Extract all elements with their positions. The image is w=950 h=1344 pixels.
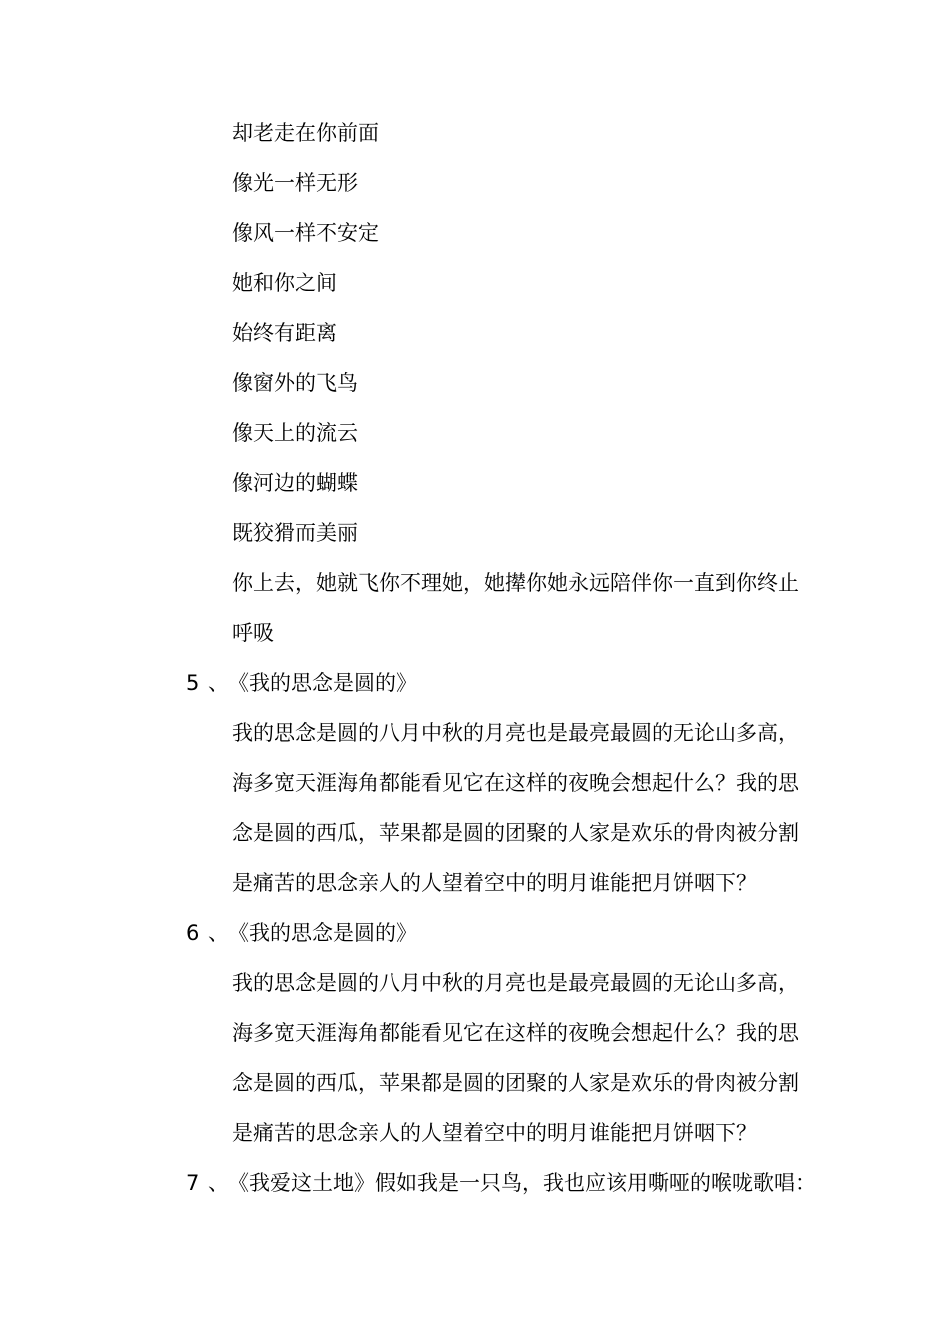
- item-body-line: 念是圆的西瓜，苹果都是圆的团聚的人家是欢乐的骨肉被分割: [232, 821, 799, 845]
- poem-line: 像河边的蝴蝶: [232, 471, 358, 495]
- item-title: 《我爱这土地》假如我是一只鸟，我也应该用嘶哑的喉咙歌唱：: [228, 1171, 816, 1195]
- poem-line: 像窗外的飞鸟: [232, 371, 358, 395]
- item-separator: 、: [208, 1171, 229, 1195]
- item-number: 7: [186, 1171, 200, 1195]
- item-title: 《我的思念是圆的》: [228, 671, 417, 695]
- item-body-line: 海多宽天涯海角都能看见它在这样的夜晚会想起什么？我的思: [232, 1021, 799, 1045]
- item-body-line: 我的思念是圆的八月中秋的月亮也是最亮最圆的无论山多高，: [232, 721, 799, 745]
- item-number: 6: [186, 921, 200, 945]
- poem-line: 却老走在你前面: [232, 121, 379, 145]
- item-number: 5: [186, 671, 200, 695]
- item-separator: 、: [208, 671, 229, 695]
- poem-line: 始终有距离: [232, 321, 337, 345]
- poem-line: 既狡猾而美丽: [232, 521, 358, 545]
- item-body-line: 我的思念是圆的八月中秋的月亮也是最亮最圆的无论山多高，: [232, 971, 799, 995]
- list-item-heading: [186, 658, 826, 708]
- list-item-heading: [186, 908, 826, 958]
- poem-line: 呼吸: [232, 621, 274, 645]
- item-body-line: 念是圆的西瓜，苹果都是圆的团聚的人家是欢乐的骨肉被分割: [232, 1071, 799, 1095]
- poem-line: 像天上的流云: [232, 421, 358, 445]
- item-title: 《我的思念是圆的》: [228, 921, 417, 945]
- poem-line: 像光一样无形: [232, 171, 358, 195]
- poem-line: 她和你之间: [232, 271, 337, 295]
- document-content: [186, 108, 826, 1208]
- item-separator: 、: [208, 921, 229, 945]
- list-item-heading: [186, 1158, 826, 1208]
- item-body-line: 海多宽天涯海角都能看见它在这样的夜晚会想起什么？我的思: [232, 771, 799, 795]
- item-body-line: 是痛苦的思念亲人的人望着空中的明月谁能把月饼咽下？: [232, 1121, 757, 1145]
- poem-line: 像风一样不安定: [232, 221, 379, 245]
- poem-line: 你上去，她就飞你不理她，她撵你她永远陪伴你一直到你终止: [232, 571, 799, 595]
- item-body-line: 是痛苦的思念亲人的人望着空中的明月谁能把月饼咽下？: [232, 871, 757, 895]
